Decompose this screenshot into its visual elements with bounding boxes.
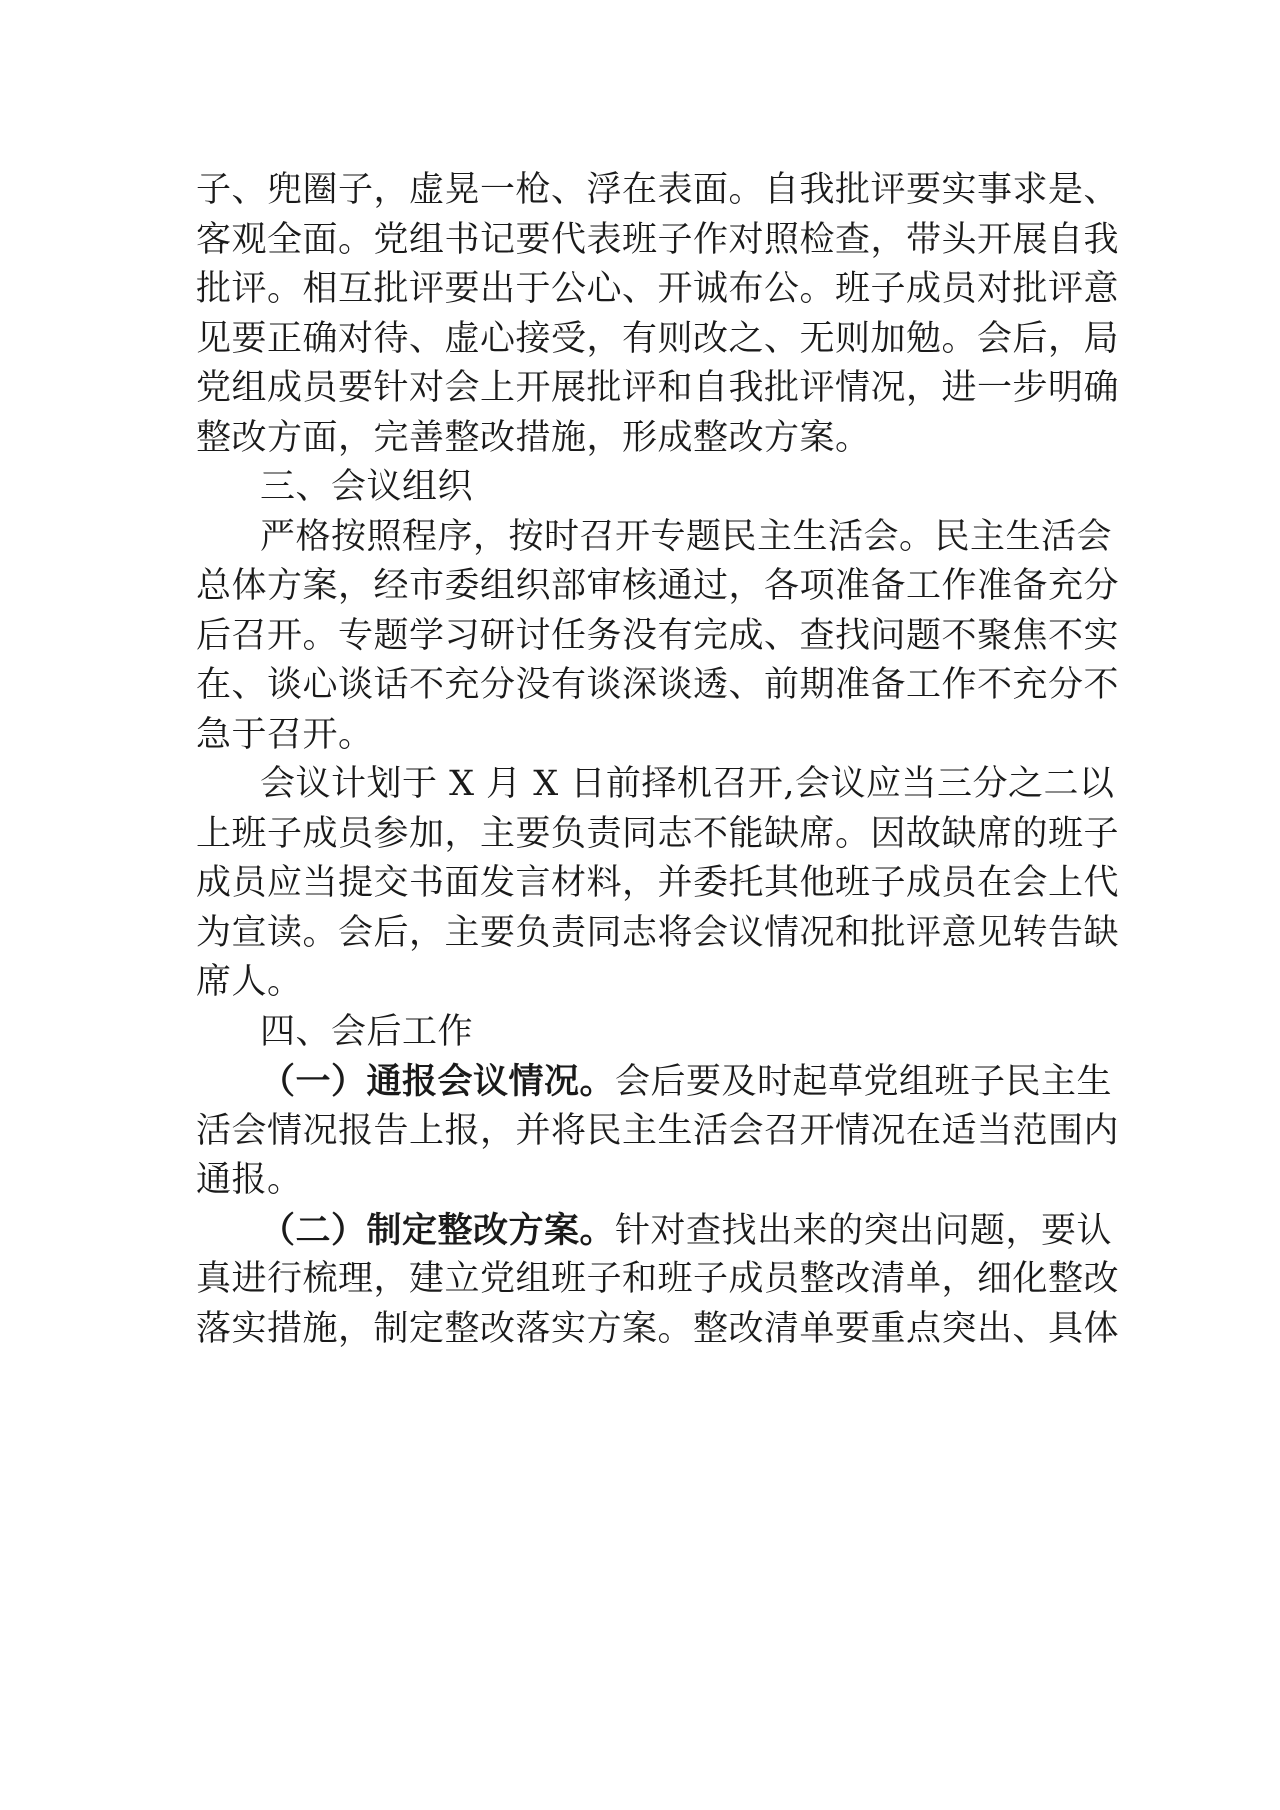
section-heading-4: 四、会后工作 bbox=[260, 1011, 474, 1052]
text-line bbox=[196, 1206, 1113, 1256]
item-label: （一）通报会议情况。 bbox=[260, 1061, 616, 1102]
text-line: 真进行梳理，建立党组班子和班子成员整改清单，细化整改 bbox=[196, 1259, 1120, 1299]
text-line: 批评。相互批评要出于公心、开诚布公。班子成员对批评意 bbox=[196, 269, 1120, 309]
section-3-paragraph-1 bbox=[196, 513, 1120, 761]
text-line: 上班子成员参加，主要负责同志不能缺席。因故缺席的班子 bbox=[196, 813, 1120, 854]
text-line: 严格按照程序，按时召开专题民主生活会。民主生活会 bbox=[260, 516, 1113, 557]
item-label: （二）制定整改方案。 bbox=[260, 1209, 616, 1251]
text-line: 成员应当提交书面发言材料，并委托其他班子成员在会上代 bbox=[196, 863, 1120, 903]
section-heading-3: 三、会议组织 bbox=[260, 467, 474, 507]
item-text: 针对查找出来的突出问题，要认 bbox=[615, 1210, 1113, 1251]
continuation-paragraph bbox=[196, 166, 1120, 463]
text-line bbox=[196, 1057, 1113, 1107]
section-3-paragraph-2 bbox=[196, 760, 1120, 1008]
text-line: 在、谈心谈话不充分没有谈深谈透、前期准备工作不充分不 bbox=[196, 665, 1120, 705]
document-body bbox=[196, 166, 1120, 1354]
item-text: 会后要及时起草党组班子民主生 bbox=[615, 1062, 1113, 1102]
text-line: 会议计划于 X 月 X 日前择机召开,会议应当三分之二以 bbox=[260, 764, 1115, 804]
text-line: 通报。 bbox=[196, 1160, 303, 1200]
text-line: 后召开。专题学习研讨任务没有完成、查找问题不聚焦不实 bbox=[196, 615, 1120, 656]
text-line: 席人。 bbox=[196, 962, 303, 1002]
text-line: 党组成员要针对会上开展批评和自我批评情况，进一步明确 bbox=[196, 368, 1120, 408]
section-4-item-1 bbox=[196, 1057, 1120, 1206]
section-4-item-2 bbox=[196, 1206, 1120, 1355]
text-line: 活会情况报告上报，并将民主生活会召开情况在适当范围内 bbox=[196, 1110, 1120, 1151]
text-line: 落实措施，制定整改落实方案。整改清单要重点突出、具体 bbox=[196, 1308, 1120, 1349]
text-line: 急于召开。 bbox=[196, 714, 374, 755]
text-line: 客观全面。党组书记要代表班子作对照检查，带头开展自我 bbox=[196, 219, 1120, 260]
text-line: 子、兜圈子，虚晃一枪、浮在表面。自我批评要实事求是、 bbox=[196, 170, 1120, 210]
text-line: 为宣读。会后，主要负责同志将会议情况和批评意见转告缺 bbox=[196, 912, 1120, 953]
text-line: 总体方案，经市委组织部审核通过，各项准备工作准备充分 bbox=[196, 566, 1120, 606]
text-line: 整改方面，完善整改措施，形成整改方案。 bbox=[196, 417, 871, 458]
text-line: 见要正确对待、虚心接受，有则改之、无则加勉。会后，局 bbox=[196, 318, 1120, 359]
